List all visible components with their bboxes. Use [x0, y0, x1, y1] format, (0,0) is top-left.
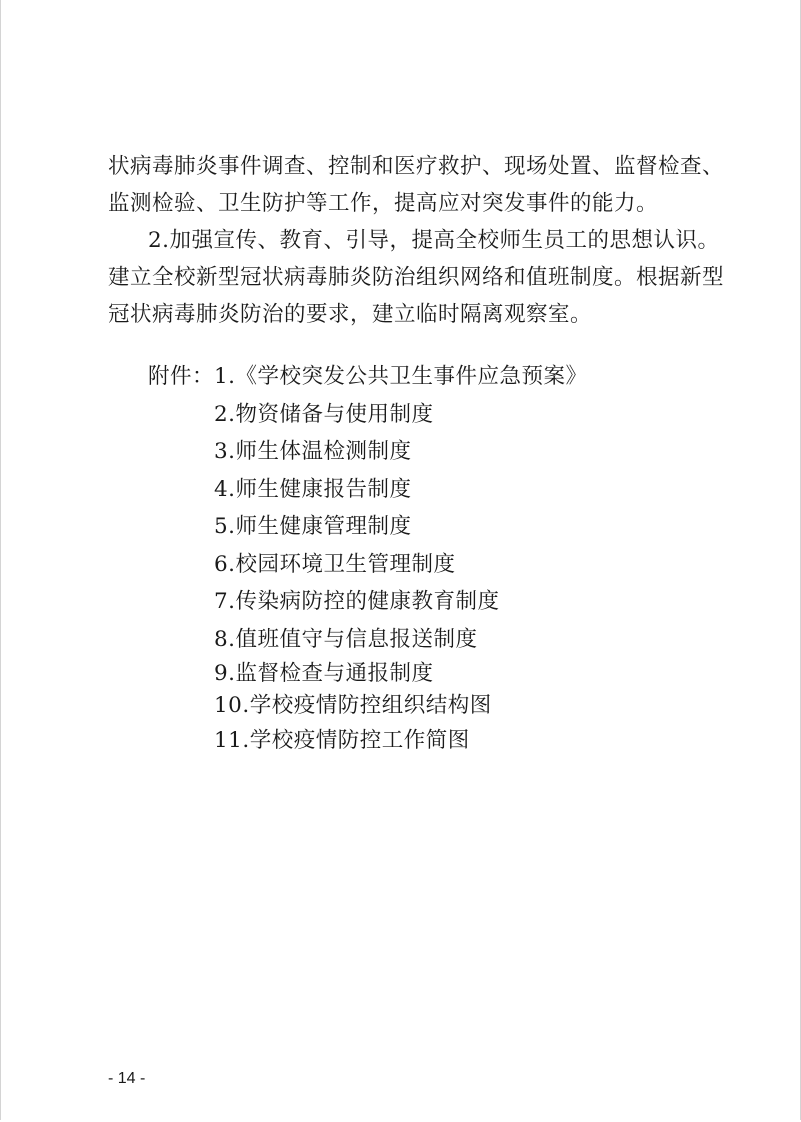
list-item — [148, 621, 588, 659]
attachment-item: 2.物资储备与使用制度 — [214, 401, 434, 427]
attachment-item: 11.学校疫情防控工作简图 — [214, 728, 470, 753]
attachment-item: 5.师生健康管理制度 — [214, 514, 412, 539]
list-item — [148, 722, 588, 760]
page-number: - 14 - — [108, 1070, 146, 1087]
attachment-item: 7.传染病防控的健康教育制度 — [214, 589, 500, 614]
list-item — [148, 433, 588, 471]
list-item — [148, 690, 588, 722]
attachment-item: 10.学校疫情防控组织结构图 — [214, 693, 492, 718]
list-item — [148, 471, 588, 509]
attachment-item: 3.师生体温检测制度 — [214, 439, 412, 464]
attachment-item: 6.校园环境卫生管理制度 — [214, 551, 456, 577]
list-item — [148, 358, 588, 396]
body-paragraphs — [108, 148, 725, 333]
attachment-item: 4.师生健康报告制度 — [214, 476, 412, 502]
body-line: 建立全校新型冠状病毒肺炎防治组织网络和值班制度。根据新型 — [108, 265, 725, 290]
list-item — [148, 508, 588, 546]
attachment-item: 9.监督检查与通报制度 — [214, 661, 434, 686]
list-item — [148, 583, 588, 621]
list-item — [148, 546, 588, 584]
attachment-item: 8.值班值守与信息报送制度 — [214, 626, 478, 652]
attachment-item: 1.《学校突发公共卫生事件应急预案》 — [214, 364, 588, 389]
list-item — [148, 658, 588, 690]
body-line: 监测检验、卫生防护等工作，提高应对突发事件的能力。 — [108, 191, 659, 216]
body-line: 状病毒肺炎事件调查、控制和医疗救护、现场处置、监督检查、 — [108, 154, 725, 179]
list-item — [148, 396, 588, 434]
body-line: 2.加强宣传、教育、引导，提高全校师生员工的思想认识。 — [148, 228, 720, 253]
attachment-label: 附件： — [148, 364, 215, 389]
body-line: 冠状病毒肺炎防治的要求，建立临时隔离观察室。 — [108, 302, 593, 327]
attachment-list — [148, 358, 588, 760]
